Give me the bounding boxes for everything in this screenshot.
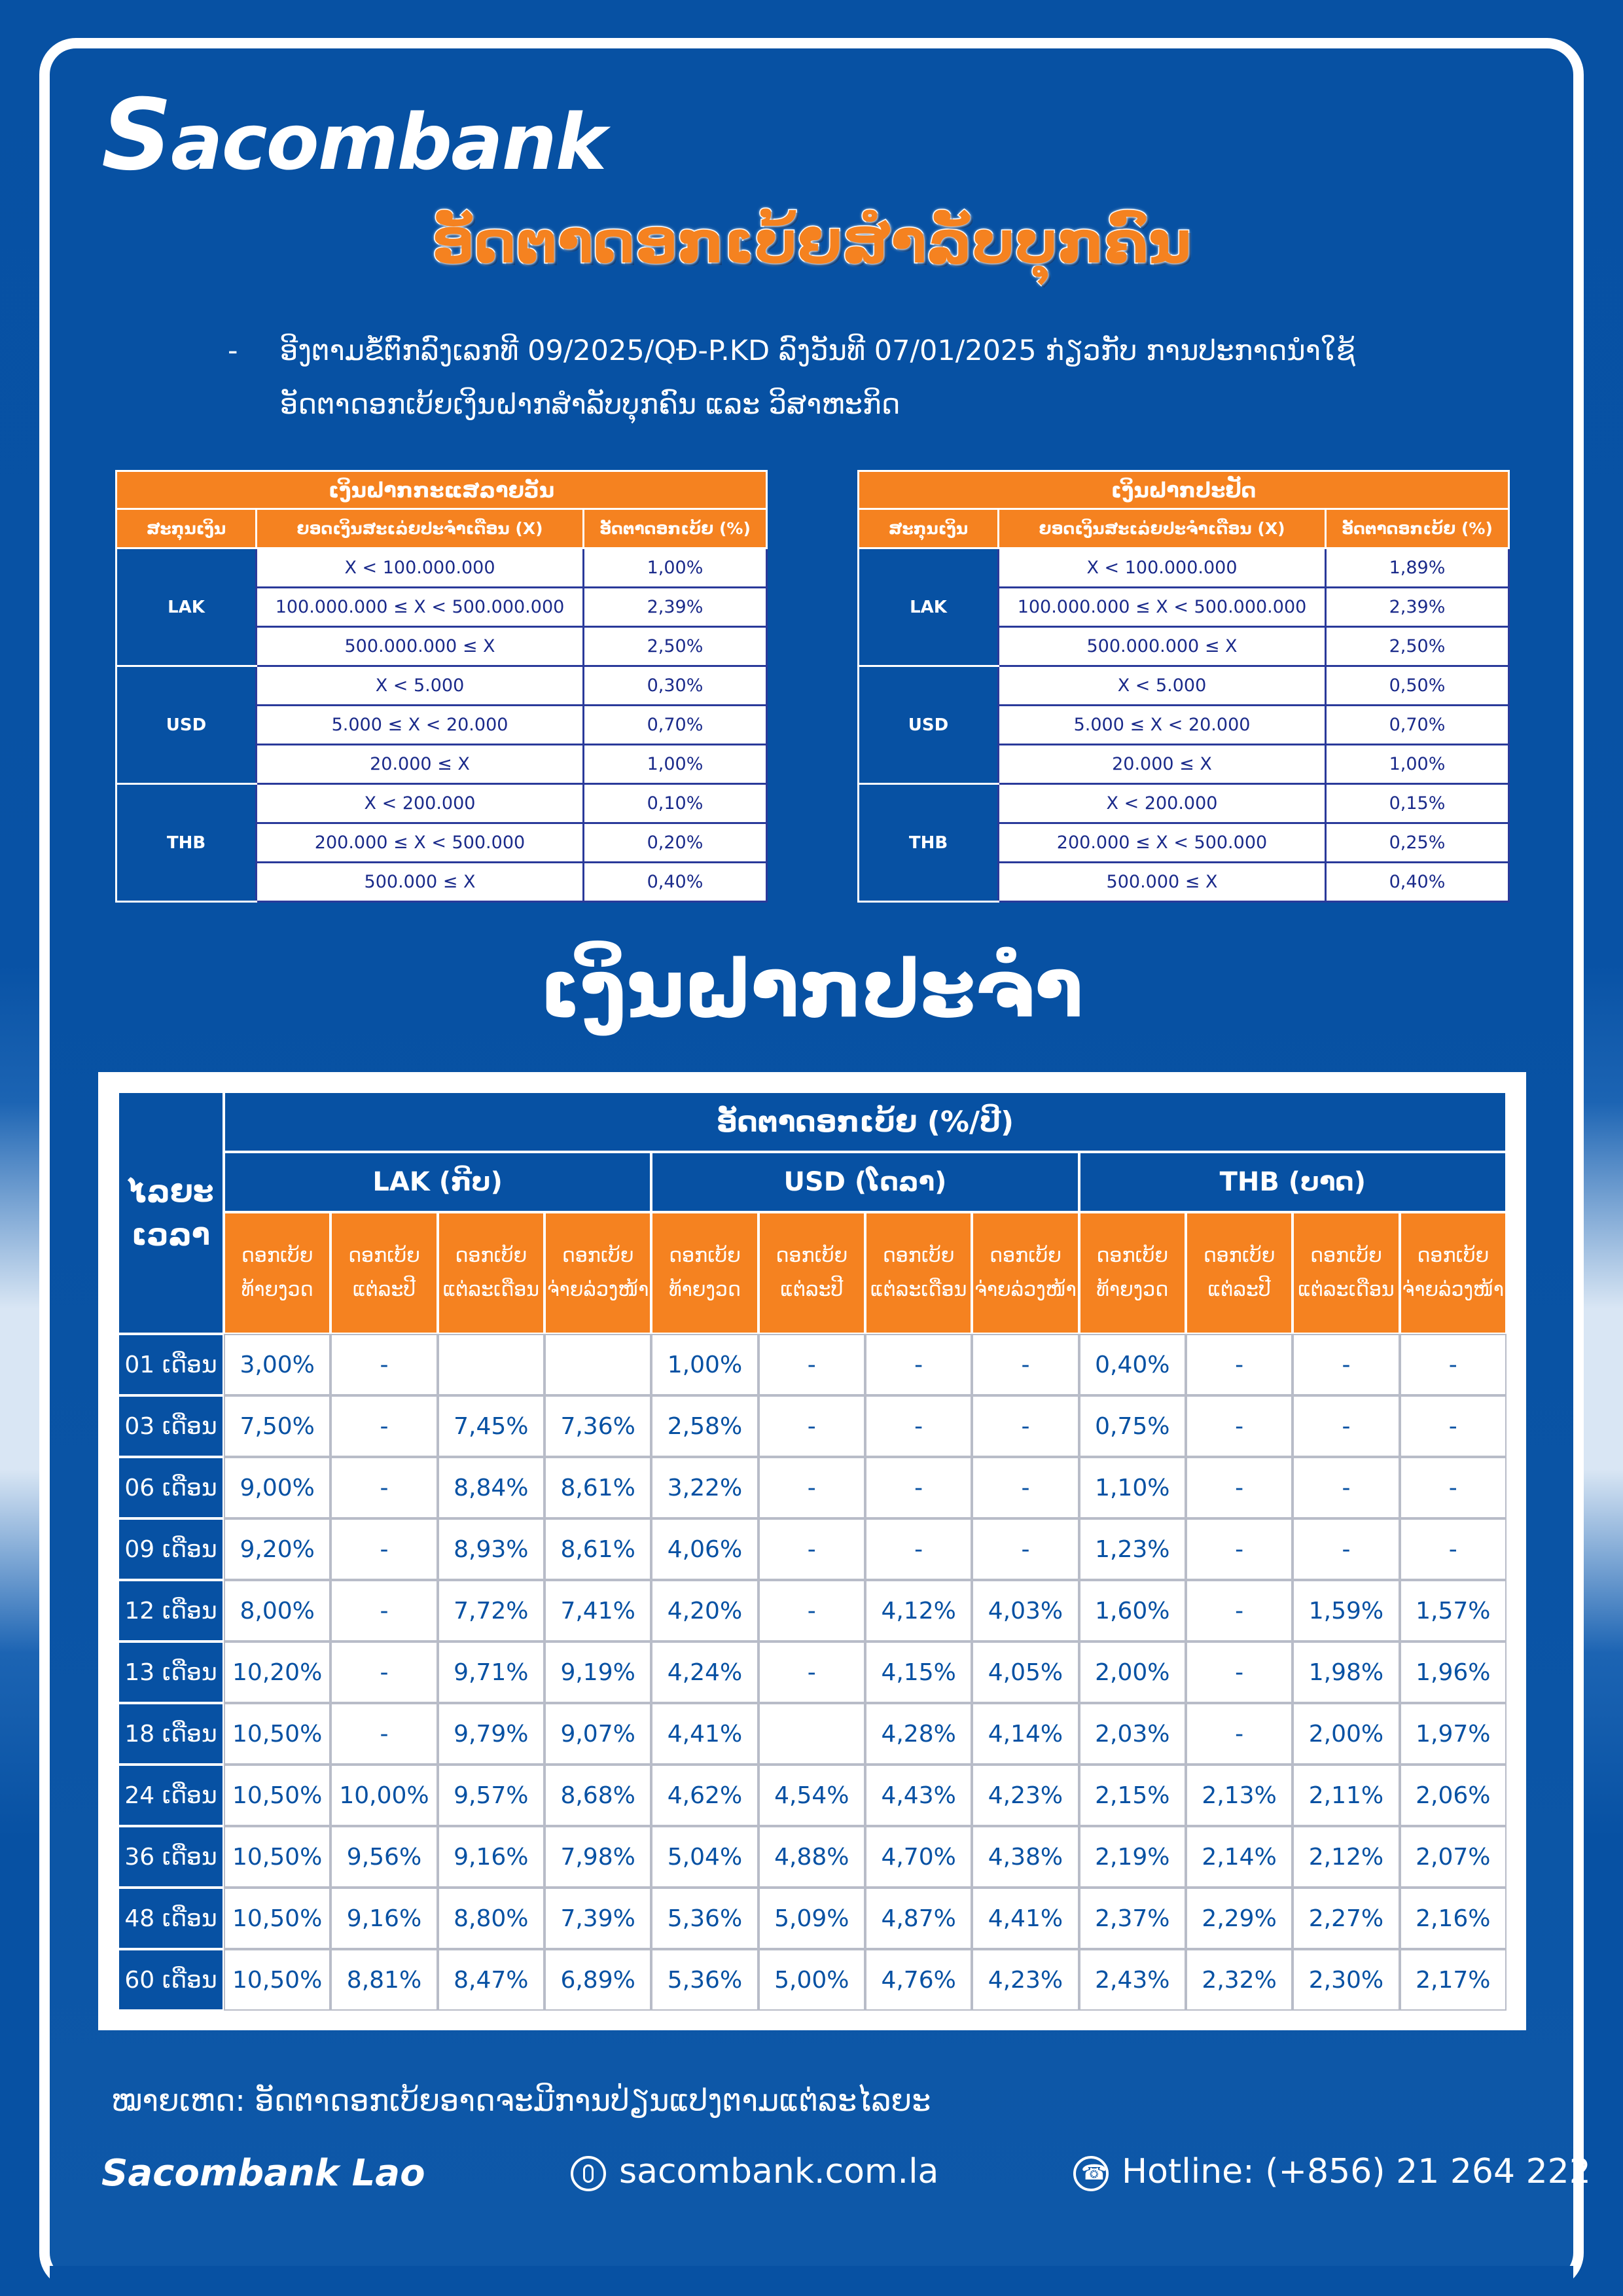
table-title: ເງິນຝາກກະແສລາຍວັນ xyxy=(116,471,767,509)
rate-cell: - xyxy=(1187,1520,1291,1579)
rate-cell: - xyxy=(1294,1520,1398,1579)
rate-cell: 7,50% xyxy=(225,1397,329,1456)
rate-cell: - xyxy=(973,1397,1077,1456)
rate-cell: 9,07% xyxy=(546,1704,650,1763)
rate-row xyxy=(119,1889,1505,1948)
rate-cell: - xyxy=(866,1458,971,1517)
rate-cell: 1,00% xyxy=(584,745,767,784)
rate-cell: - xyxy=(866,1335,971,1394)
rate-cell: 0,40% xyxy=(584,863,767,902)
rate-cell: 8,61% xyxy=(546,1458,650,1517)
rate-cell: 4,06% xyxy=(652,1520,757,1579)
footer-brand: Sacombank Lao xyxy=(101,2152,425,2195)
rate-cell: 4,38% xyxy=(973,1827,1077,1886)
rate-cell: - xyxy=(866,1520,971,1579)
interest-type-line-2: ຈ່າຍລ່ວງໜ້າ xyxy=(1402,1278,1505,1301)
rate-cell: - xyxy=(973,1520,1077,1579)
period-cell: 12 ເດືອນ xyxy=(119,1581,223,1640)
fixed-deposit-title: ເງິນຝາກປະຈຳ xyxy=(539,942,1084,1035)
rate-cell: - xyxy=(1187,1581,1291,1640)
period-cell: 24 ເດືອນ xyxy=(119,1766,223,1825)
rate-cell: 10,50% xyxy=(225,1704,329,1763)
column-header: ອັດຕາດອກເບ້ຍ (%) xyxy=(584,509,767,548)
rate-cell: 8,47% xyxy=(439,1950,543,2009)
rate-cell: 8,00% xyxy=(225,1581,329,1640)
balance-range-cell: 100.000.000 ≤ X < 500.000.000 xyxy=(999,588,1326,627)
rate-cell: 1,10% xyxy=(1080,1458,1185,1517)
rate-row xyxy=(119,1458,1505,1517)
rate-cell: 2,00% xyxy=(1080,1643,1185,1702)
interest-type-header xyxy=(332,1213,436,1333)
interest-type-line-2: ແຕ່ລະເດືອນ xyxy=(1298,1278,1395,1301)
table-row xyxy=(116,666,767,706)
balance-range-cell: X < 100.000.000 xyxy=(999,548,1326,588)
rate-row xyxy=(119,1397,1505,1456)
rate-cell: - xyxy=(760,1335,864,1394)
table-row xyxy=(859,666,1509,706)
rate-cell: 5,00% xyxy=(760,1950,864,2009)
rate-cell: 2,17% xyxy=(1401,1950,1505,2009)
interest-type-line-2: ທ້າຍງວດ xyxy=(241,1278,313,1301)
rate-cell: 0,30% xyxy=(584,666,767,706)
rate-cell: - xyxy=(866,1397,971,1456)
balance-range-cell: 20.000 ≤ X xyxy=(257,745,584,784)
interest-type-line-1: ດອກເບ້ຍ xyxy=(1203,1244,1275,1267)
rate-cell: 5,04% xyxy=(652,1827,757,1886)
interest-type-line-1: ດອກເບ້ຍ xyxy=(1310,1244,1382,1267)
interest-type-line-1: ດອກເບ້ຍ xyxy=(562,1244,634,1267)
rate-cell: - xyxy=(1401,1520,1505,1579)
balance-range-cell: X < 200.000 xyxy=(257,784,584,823)
rate-cell: 5,09% xyxy=(760,1889,864,1948)
footer-website[interactable] xyxy=(571,2152,938,2191)
bullet-dash: - xyxy=(228,334,238,367)
rate-cell: - xyxy=(1401,1335,1505,1394)
currency-cell: USD xyxy=(859,666,999,784)
rate-cell: 1,89% xyxy=(1326,548,1509,588)
rate-cell: 9,57% xyxy=(439,1766,543,1825)
table-row xyxy=(859,548,1509,588)
header-row-type xyxy=(119,1213,1505,1333)
rate-cell: 4,03% xyxy=(973,1581,1077,1640)
rate-cell: 2,07% xyxy=(1401,1827,1505,1886)
period-cell: 18 ເດືອນ xyxy=(119,1704,223,1763)
period-cell: 36 ເດືອນ xyxy=(119,1827,223,1886)
table-row xyxy=(859,784,1509,823)
rate-cell: - xyxy=(973,1458,1077,1517)
rate-cell: - xyxy=(1294,1335,1398,1394)
interest-type-header xyxy=(546,1213,650,1333)
interest-type-line-2: ແຕ່ລະປີ xyxy=(1207,1278,1271,1301)
interest-type-header xyxy=(1401,1213,1505,1333)
rate-cell: 2,12% xyxy=(1294,1827,1398,1886)
rate-cell: 2,15% xyxy=(1080,1766,1185,1825)
rate-cell: - xyxy=(760,1397,864,1456)
interest-type-line-2: ຈ່າຍລ່ວງໜ້າ xyxy=(974,1278,1077,1301)
rate-cell: 2,19% xyxy=(1080,1827,1185,1886)
interest-type-header xyxy=(652,1213,757,1333)
rate-cell: - xyxy=(760,1581,864,1640)
rate-cell: 2,16% xyxy=(1401,1889,1505,1948)
interest-type-line-1: ດອກເບ້ຍ xyxy=(348,1244,420,1267)
rate-cell: 0,70% xyxy=(1326,706,1509,745)
rate-cell: 0,40% xyxy=(1080,1335,1185,1394)
rate-cell: 4,24% xyxy=(652,1643,757,1702)
rate-cell: 4,14% xyxy=(973,1704,1077,1763)
rate-cell: - xyxy=(1187,1458,1291,1517)
interest-type-header xyxy=(1294,1213,1398,1333)
rate-cell: 1,23% xyxy=(1080,1520,1185,1579)
rate-cell: 2,03% xyxy=(1080,1704,1185,1763)
currency-cell: THB xyxy=(859,784,999,902)
rate-cell: 10,50% xyxy=(225,1889,329,1948)
mouse-icon xyxy=(571,2156,606,2191)
rate-row xyxy=(119,1766,1505,1825)
rate-row xyxy=(119,1704,1505,1763)
column-header: ສະກຸນເງິນ xyxy=(859,509,999,548)
interest-type-line-2: ທ້າຍງວດ xyxy=(1096,1278,1169,1301)
rate-cell: 2,06% xyxy=(1401,1766,1505,1825)
sacombank-logo: Sacombank xyxy=(101,79,606,192)
decision-line-1: ອີງຕາມຂໍ້ຕົກລົງເລກທີ 09/2025/QĐ-P.KD ລົງວັນທີ 07/01/2025 ກ່ຽວກັບ ການປະກາດນຳໃຊ້ xyxy=(280,334,1355,367)
rate-cell: 2,50% xyxy=(584,627,767,666)
period-cell: 06 ເດືອນ xyxy=(119,1458,223,1517)
balance-range-cell: X < 200.000 xyxy=(999,784,1326,823)
rate-cell: 1,97% xyxy=(1401,1704,1505,1763)
rate-cell: 1,60% xyxy=(1080,1581,1185,1640)
rate-cell: 9,20% xyxy=(225,1520,329,1579)
period-cell: 03 ເດືອນ xyxy=(119,1397,223,1456)
savings-account-table xyxy=(857,470,1510,903)
rate-cell: - xyxy=(1187,1335,1291,1394)
rate-cell: 2,32% xyxy=(1187,1950,1291,2009)
rate-cell: - xyxy=(332,1458,436,1517)
rate-cell: 5,36% xyxy=(652,1950,757,2009)
interest-type-line-2: ຈ່າຍລ່ວງໜ້າ xyxy=(546,1278,649,1301)
rate-row xyxy=(119,1827,1505,1886)
interest-type-line-1: ດອກເບ້ຍ xyxy=(882,1244,955,1267)
rate-cell: 0,40% xyxy=(1326,863,1509,902)
rate-cell: 1,98% xyxy=(1294,1643,1398,1702)
rate-cell: 7,72% xyxy=(439,1581,543,1640)
table-title: ເງິນຝາກປະຢັດ xyxy=(859,471,1509,509)
table-header-row xyxy=(859,509,1509,548)
rate-cell: - xyxy=(332,1643,436,1702)
balance-range-cell: 100.000.000 ≤ X < 500.000.000 xyxy=(257,588,584,627)
period-header-line-2: ເວລາ xyxy=(132,1217,210,1252)
period-cell: 48 ເດືອນ xyxy=(119,1889,223,1948)
fixed-deposit-panel xyxy=(98,1072,1526,2030)
balance-range-cell: 500.000 ≤ X xyxy=(257,863,584,902)
interest-type-header xyxy=(1080,1213,1185,1333)
rate-cell: 7,41% xyxy=(546,1581,650,1640)
rate-cell: 9,16% xyxy=(332,1889,436,1948)
rate-cell: 8,93% xyxy=(439,1520,543,1579)
rate-cell: 4,28% xyxy=(866,1704,971,1763)
balance-range-cell: X < 5.000 xyxy=(257,666,584,706)
rate-cell: 4,41% xyxy=(652,1704,757,1763)
rate-cell: 7,98% xyxy=(546,1827,650,1886)
decision-line-2: ອັດຕາດອກເບ້ຍເງິນຝາກສຳລັບບຸກຄົນ ແລະ ວິສາຫະກິດ xyxy=(280,388,901,421)
balance-range-cell: 200.000 ≤ X < 500.000 xyxy=(999,823,1326,863)
column-header: ອັດຕາດອກເບ້ຍ (%) xyxy=(1326,509,1509,548)
rate-cell: 2,43% xyxy=(1080,1950,1185,2009)
table-row xyxy=(116,784,767,823)
rate-cell: - xyxy=(1294,1397,1398,1456)
table-title-row xyxy=(859,471,1509,509)
rate-cell: 4,23% xyxy=(973,1766,1077,1825)
interest-type-line-1: ດອກເບ້ຍ xyxy=(1096,1244,1169,1267)
rate-cell: - xyxy=(1187,1397,1291,1456)
interest-type-header xyxy=(1187,1213,1291,1333)
rate-cell: - xyxy=(760,1520,864,1579)
rate-cell: - xyxy=(332,1397,436,1456)
interest-type-header xyxy=(973,1213,1077,1333)
currency-header: USD (ໂດລາ) xyxy=(652,1153,1077,1211)
rate-cell: 4,05% xyxy=(973,1643,1077,1702)
rate-cell: 4,70% xyxy=(866,1827,971,1886)
interest-type-line-2: ແຕ່ລະປີ xyxy=(780,1278,844,1301)
rate-cell: 2,39% xyxy=(1326,588,1509,627)
fixed-deposit-table xyxy=(116,1090,1508,2012)
rate-cell: 7,39% xyxy=(546,1889,650,1948)
balance-range-cell: X < 5.000 xyxy=(999,666,1326,706)
balance-range-cell: 500.000.000 ≤ X xyxy=(257,627,584,666)
rate-cell: 10,50% xyxy=(225,1950,329,2009)
rate-cell: - xyxy=(1187,1643,1291,1702)
currency-cell: LAK xyxy=(859,548,999,666)
rate-cell xyxy=(546,1335,650,1394)
period-cell: 09 ເດືອນ xyxy=(119,1520,223,1579)
rate-cell: 2,50% xyxy=(1326,627,1509,666)
interest-type-line-2: ທ້າຍງວດ xyxy=(668,1278,741,1301)
rate-cell: 0,50% xyxy=(1326,666,1509,706)
interest-type-line-1: ດອກເບ້ຍ xyxy=(990,1244,1061,1267)
balance-range-cell: 20.000 ≤ X xyxy=(999,745,1326,784)
period-cell: 13 ເດືອນ xyxy=(119,1643,223,1702)
website-link[interactable]: sacombank.com.la xyxy=(619,2152,939,2191)
rate-cell: 8,84% xyxy=(439,1458,543,1517)
rate-cell: 0,70% xyxy=(584,706,767,745)
rate-cell: 1,00% xyxy=(584,548,767,588)
interest-type-line-1: ດອກເບ້ຍ xyxy=(776,1244,848,1267)
rate-cell: - xyxy=(1294,1458,1398,1517)
rate-cell: 1,59% xyxy=(1294,1581,1398,1640)
rate-cell: 8,80% xyxy=(439,1889,543,1948)
header-row-currency xyxy=(119,1153,1505,1211)
rate-cell: 8,81% xyxy=(332,1950,436,2009)
currency-cell: THB xyxy=(116,784,257,902)
balance-range-cell: 5.000 ≤ X < 20.000 xyxy=(999,706,1326,745)
rate-cell: 4,43% xyxy=(866,1766,971,1825)
rate-cell: 9,00% xyxy=(225,1458,329,1517)
rate-cell: 10,50% xyxy=(225,1766,329,1825)
period-cell: 60 ເດືອນ xyxy=(119,1950,223,2009)
currency-header: THB (ບາດ) xyxy=(1080,1153,1505,1211)
balance-range-cell: 5.000 ≤ X < 20.000 xyxy=(257,706,584,745)
rate-cell: 4,15% xyxy=(866,1643,971,1702)
balance-range-cell: X < 100.000.000 xyxy=(257,548,584,588)
footer-hotline[interactable] xyxy=(1073,2152,1591,2191)
rate-cell: 4,87% xyxy=(866,1889,971,1948)
rate-cell: 1,00% xyxy=(652,1335,757,1394)
currency-cell: LAK xyxy=(116,548,257,666)
rate-cell: 4,41% xyxy=(973,1889,1077,1948)
interest-type-line-2: ແຕ່ລະປີ xyxy=(352,1278,416,1301)
rate-header: ອັດຕາດອກເບ້ຍ (%/ປີ) xyxy=(225,1093,1505,1151)
column-header: ຍອດເງິນສະເລ່ຍປະຈຳເດືອນ (X) xyxy=(257,509,584,548)
rate-cell: 4,23% xyxy=(973,1950,1077,2009)
interest-type-header xyxy=(439,1213,543,1333)
rate-cell: 2,58% xyxy=(652,1397,757,1456)
rate-cell: - xyxy=(332,1335,436,1394)
rate-cell: 10,50% xyxy=(225,1827,329,1886)
rate-cell: 4,54% xyxy=(760,1766,864,1825)
header-row-rate xyxy=(119,1093,1505,1151)
period-header xyxy=(119,1093,223,1333)
interest-type-line-1: ດອກເບ້ຍ xyxy=(241,1244,313,1267)
rate-cell: 2,13% xyxy=(1187,1766,1291,1825)
rate-row xyxy=(119,1581,1505,1640)
rate-cell: 2,37% xyxy=(1080,1889,1185,1948)
rate-cell: 9,16% xyxy=(439,1827,543,1886)
rate-cell: - xyxy=(332,1520,436,1579)
rate-note: ໝາຍເຫດ: ອັດຕາດອກເບ້ຍອາດຈະມີການປ່ຽນແປງຕາມແຕ່ລະໄລຍະ xyxy=(111,2083,931,2118)
rate-cell: - xyxy=(1187,1704,1291,1763)
rate-cell: 2,27% xyxy=(1294,1889,1398,1948)
rate-cell: 10,20% xyxy=(225,1643,329,1702)
rate-cell: 9,79% xyxy=(439,1704,543,1763)
rate-cell: 2,30% xyxy=(1294,1950,1398,2009)
rate-cell: - xyxy=(1401,1458,1505,1517)
rate-cell: - xyxy=(973,1335,1077,1394)
rate-cell: 3,00% xyxy=(225,1335,329,1394)
rate-cell: 4,62% xyxy=(652,1766,757,1825)
interest-type-header xyxy=(760,1213,864,1333)
rate-cell: 1,57% xyxy=(1401,1581,1505,1640)
interest-type-line-1: ດອກເບ້ຍ xyxy=(1417,1244,1489,1267)
rate-cell: 2,11% xyxy=(1294,1766,1398,1825)
rate-cell: 4,88% xyxy=(760,1827,864,1886)
period-cell: 01 ເດືອນ xyxy=(119,1335,223,1394)
rate-cell: 7,45% xyxy=(439,1397,543,1456)
rate-cell: 7,36% xyxy=(546,1397,650,1456)
rate-cell: 9,19% xyxy=(546,1643,650,1702)
rate-cell: 9,71% xyxy=(439,1643,543,1702)
column-header: ຍອດເງິນສະເລ່ຍປະຈຳເດືອນ (X) xyxy=(999,509,1326,548)
rate-cell: 4,20% xyxy=(652,1581,757,1640)
interest-type-line-1: ດອກເບ້ຍ xyxy=(669,1244,741,1267)
rate-cell: 0,25% xyxy=(1326,823,1509,863)
interest-type-header xyxy=(225,1213,329,1333)
rate-row xyxy=(119,1520,1505,1579)
rate-cell: 1,96% xyxy=(1401,1643,1505,1702)
rate-cell: 0,20% xyxy=(584,823,767,863)
table-title-row xyxy=(116,471,767,509)
table-header-row xyxy=(116,509,767,548)
rate-cell: 3,22% xyxy=(652,1458,757,1517)
column-header: ສະກຸນເງິນ xyxy=(116,509,257,548)
rate-cell: 2,00% xyxy=(1294,1704,1398,1763)
rate-cell: - xyxy=(760,1643,864,1702)
rate-cell: 8,68% xyxy=(546,1766,650,1825)
interest-type-line-2: ແຕ່ລະເດືອນ xyxy=(870,1278,967,1301)
rate-row xyxy=(119,1643,1505,1702)
rate-row xyxy=(119,1335,1505,1394)
rate-cell: 2,14% xyxy=(1187,1827,1291,1886)
rate-cell: 4,76% xyxy=(866,1950,971,2009)
phone-icon xyxy=(1073,2156,1109,2191)
rate-cell: 5,36% xyxy=(652,1889,757,1948)
rate-cell: 6,89% xyxy=(546,1950,650,2009)
rate-row xyxy=(119,1950,1505,2009)
rate-cell: 0,15% xyxy=(1326,784,1509,823)
rate-cell xyxy=(760,1704,864,1763)
hotline-text[interactable]: Hotline: (+856) 21 264 222 xyxy=(1122,2152,1591,2191)
rate-cell: - xyxy=(332,1581,436,1640)
rate-cell: 8,61% xyxy=(546,1520,650,1579)
rate-cell: - xyxy=(332,1704,436,1763)
decision-text xyxy=(228,324,1471,431)
rate-cell: - xyxy=(1401,1397,1505,1456)
rate-cell: 1,00% xyxy=(1326,745,1509,784)
currency-header: LAK (ກີບ) xyxy=(225,1153,650,1211)
rate-cell: 0,10% xyxy=(584,784,767,823)
rate-cell: 4,12% xyxy=(866,1581,971,1640)
rate-cell: 2,29% xyxy=(1187,1889,1291,1948)
rate-cell: 10,00% xyxy=(332,1766,436,1825)
page-title: ອັດຕາດອກເບ້ຍສຳລັບບຸກຄົນ xyxy=(431,208,1192,277)
rate-cell: - xyxy=(760,1458,864,1517)
currency-cell: USD xyxy=(116,666,257,784)
rate-cell: 2,39% xyxy=(584,588,767,627)
rate-cell: 9,56% xyxy=(332,1827,436,1886)
balance-range-cell: 200.000 ≤ X < 500.000 xyxy=(257,823,584,863)
rate-cell xyxy=(439,1335,543,1394)
period-header-line-1: ໄລຍະ xyxy=(128,1174,214,1209)
table-row xyxy=(116,548,767,588)
balance-range-cell: 500.000 ≤ X xyxy=(999,863,1326,902)
interest-type-line-1: ດອກເບ້ຍ xyxy=(455,1244,527,1267)
interest-type-header xyxy=(866,1213,971,1333)
balance-range-cell: 500.000.000 ≤ X xyxy=(999,627,1326,666)
current-account-table xyxy=(115,470,768,903)
interest-type-line-2: ແຕ່ລະເດືອນ xyxy=(442,1278,540,1301)
rate-cell: 0,75% xyxy=(1080,1397,1185,1456)
